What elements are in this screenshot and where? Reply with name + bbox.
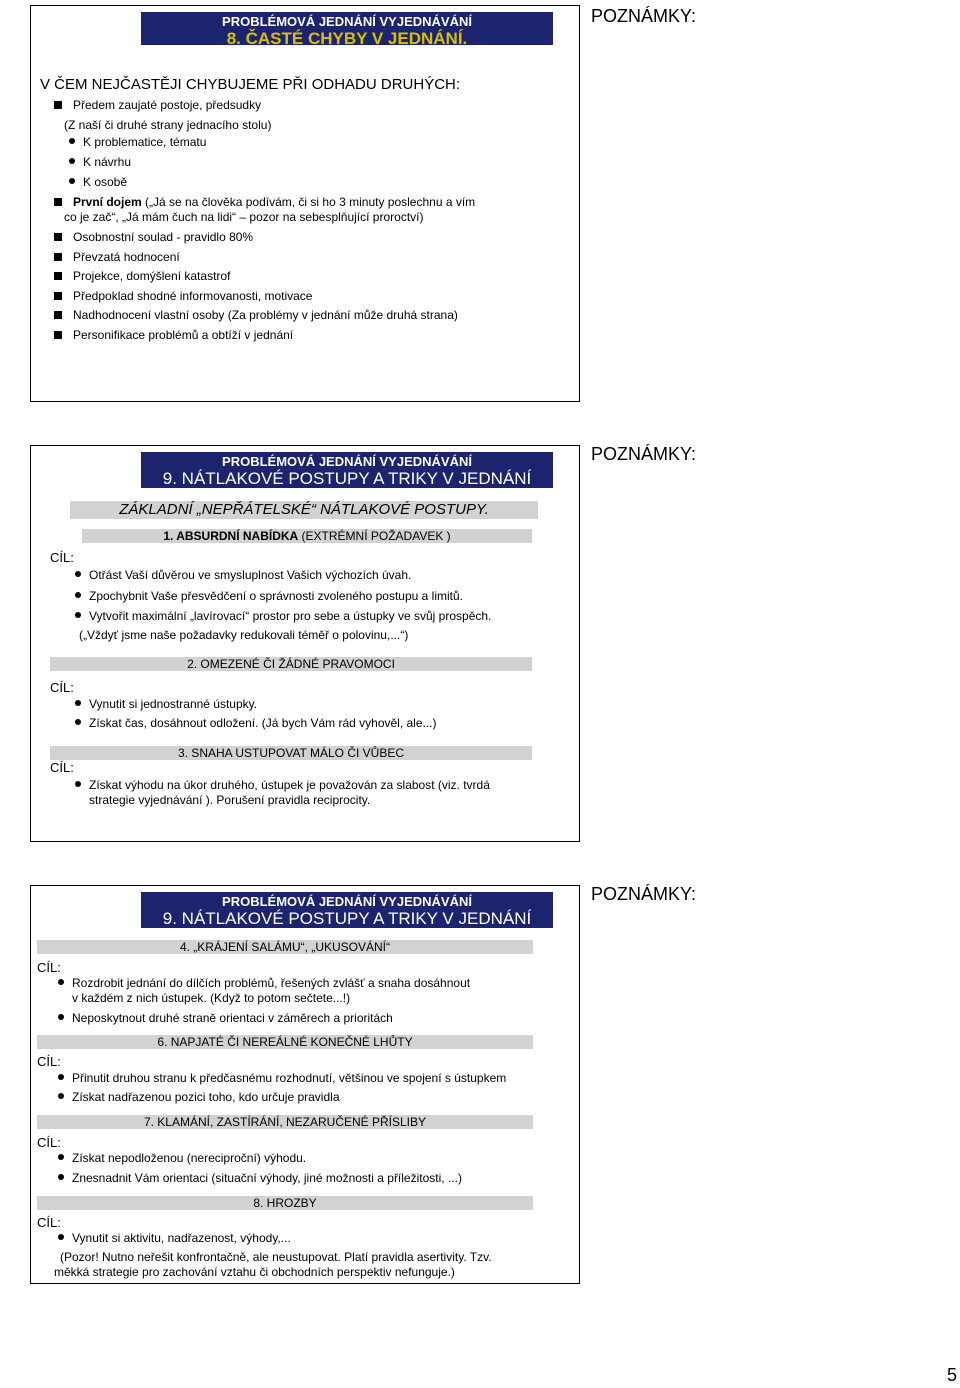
bullet-item: Vynutit si aktivitu, nadřazenost, výhody,... <box>72 1231 291 1245</box>
page-number: 5 <box>947 1365 958 1385</box>
bullet-item: Vytvořit maximální „lavírovací“ prostor pro sebe a ústupky ve svůj prospěch. <box>89 609 492 623</box>
notes-label: POZNÁMKY: <box>591 884 697 904</box>
goal-label: CÍL: <box>50 760 74 775</box>
slide-3-header <box>141 892 553 928</box>
list-item: Předem zaujaté postoje, předsudky <box>73 98 262 112</box>
list-item: Projekce, domýšlení katastrof <box>73 269 231 283</box>
slide-2-header <box>141 452 553 488</box>
bullet-item: Neposkytnout druhé straně orientaci v záměrech a prioritách <box>72 1011 393 1025</box>
section-bar: 7. KLAMÁNÍ, ZASTÍRÁNÍ, NEZARUČENÉ PŘÍSLIBY <box>37 1115 533 1129</box>
bullet-item: K návrhu <box>83 155 132 169</box>
bullet-item: Zpochybnit Vaše přesvědčení o správnosti zvoleného postupu a limitů. <box>89 589 463 603</box>
header-title: 8. ČASTÉ CHYBY V JEDNÁNÍ. <box>226 29 468 48</box>
bullet-item: Znesnadnit Vám orientaci (situační výhody, jiné možnosti a příležitosti, ...) <box>72 1171 462 1185</box>
goal-label: CÍL: <box>50 550 74 565</box>
header-subtitle: PROBLÉMOVÁ JEDNÁNÍ VYJEDNÁVÁNÍ <box>222 454 472 469</box>
section-bar: 8. HROZBY <box>37 1196 533 1210</box>
header-subtitle: PROBLÉMOVÁ JEDNÁNÍ VYJEDNÁVÁNÍ <box>222 14 472 29</box>
list-item-note: (Z naší či druhé strany jednacího stolu) <box>64 118 272 132</box>
list-item: První dojem („Já se na člověka podívám, či si ho 3 minuty poslechnu a vím <box>73 195 476 209</box>
bullet-item: K osobě <box>83 175 128 189</box>
list-item: Předpoklad shodné informovanosti, motivace <box>73 289 313 303</box>
goal-label: CÍL: <box>37 1135 61 1150</box>
goal-label: CÍL: <box>37 1215 61 1230</box>
bullet-item: Rozdrobit jednání do dílčích problémů, řešených zvlášť a snaha dosáhnout <box>72 976 471 990</box>
bullet-item: K problematice, tématu <box>83 135 207 149</box>
bullet-item: Získat nadřazenou pozici toho, kdo určuje pravidla <box>72 1090 340 1104</box>
list-item-continuation: co je zač“, „Já mám čuch na lidi“ – pozor na sebesplňující proroctví) <box>64 210 424 224</box>
section-bar: 1. ABSURDNÍ NABÍDKA (EXTRÉMNÍ POŽADAVEK ) <box>82 529 532 543</box>
list-item: Nadhodnocení vlastní osoby (Za problémy v jednání může druhá strana) <box>73 308 458 322</box>
bullet-continuation: v každém z nich ústupek. (Když to potom sečtete...!) <box>72 991 351 1005</box>
slide-1-heading: V ČEM NEJČASTĚJI CHYBUJEME PŘI ODHADU DRUHÝCH: <box>40 76 461 93</box>
goal-label: CÍL: <box>50 680 74 695</box>
section-bar: 4. „KRÁJENÍ SALÁMU“, „UKUSOVÁNÍ“ <box>37 940 533 954</box>
goal-label: CÍL: <box>37 1054 61 1069</box>
bullet-item: Získat nepodloženou (nereciproční) výhodu. <box>72 1151 307 1165</box>
slide-1-header <box>141 12 553 48</box>
goal-label: CÍL: <box>37 960 61 975</box>
warning-note-continuation: měkká strategie pro zachování vztahu či obchodních perspektiv nefunguje.) <box>54 1265 455 1279</box>
header-title: 9. NÁTLAKOVÉ POSTUPY A TRIKY V JEDNÁNÍ <box>162 469 532 488</box>
header-title: 9. NÁTLAKOVÉ POSTUPY A TRIKY V JEDNÁNÍ <box>162 909 532 928</box>
section-bar: 3. SNAHA USTUPOVAT MÁLO ČI VŮBEC <box>50 746 532 760</box>
list-item: Převzatá hodnocení <box>73 250 180 264</box>
section-heading: ZÁKLADNÍ „NEPŘÁTELSKÉ“ NÁTLAKOVÉ POSTUPY. <box>70 501 538 519</box>
list-item: Personifikace problémů a obtíží v jednání <box>73 328 294 342</box>
bullet-item: Vynutit si jednostranné ústupky. <box>89 697 258 711</box>
section-bar: 6. NAPJATÉ ČI NEREÁLNÉ KONEČNÉ LHŮTY <box>37 1035 533 1049</box>
bullet-item: Otřást Vaší důvěrou ve smysluplnost Vašich výchozích úvah. <box>89 568 412 582</box>
quote-note: („Vždyť jsme naše požadavky redukovali téměř o polovinu,...“) <box>79 628 409 642</box>
header-subtitle: PROBLÉMOVÁ JEDNÁNÍ VYJEDNÁVÁNÍ <box>222 894 472 909</box>
bullet-continuation: strategie vyjednávání ). Porušení pravidla reciprocity. <box>89 793 371 807</box>
list-item: Osobnostní soulad - pravidlo 80% <box>73 230 254 244</box>
section-bar: 2. OMEZENÉ ČI ŽÁDNÉ PRAVOMOCI <box>50 657 532 671</box>
bullet-item: Přinutit druhou stranu k předčasnému rozhodnutí, většinou ve spojení s ústupkem <box>72 1071 507 1085</box>
notes-label: POZNÁMKY: <box>591 444 697 464</box>
bullet-item: Získat výhodu na úkor druhého, ústupek je považován za slabost (viz. tvrdá <box>89 778 490 792</box>
bullet-item: Získat čas, dosáhnout odložení. (Já bych Vám rád vyhověl, ale...) <box>89 716 437 730</box>
notes-label: POZNÁMKY: <box>591 6 697 26</box>
warning-note: (Pozor! Nutno neřešit konfrontačně, ale neustupovat. Platí pravidla asertivity. Tzv. <box>60 1250 492 1264</box>
